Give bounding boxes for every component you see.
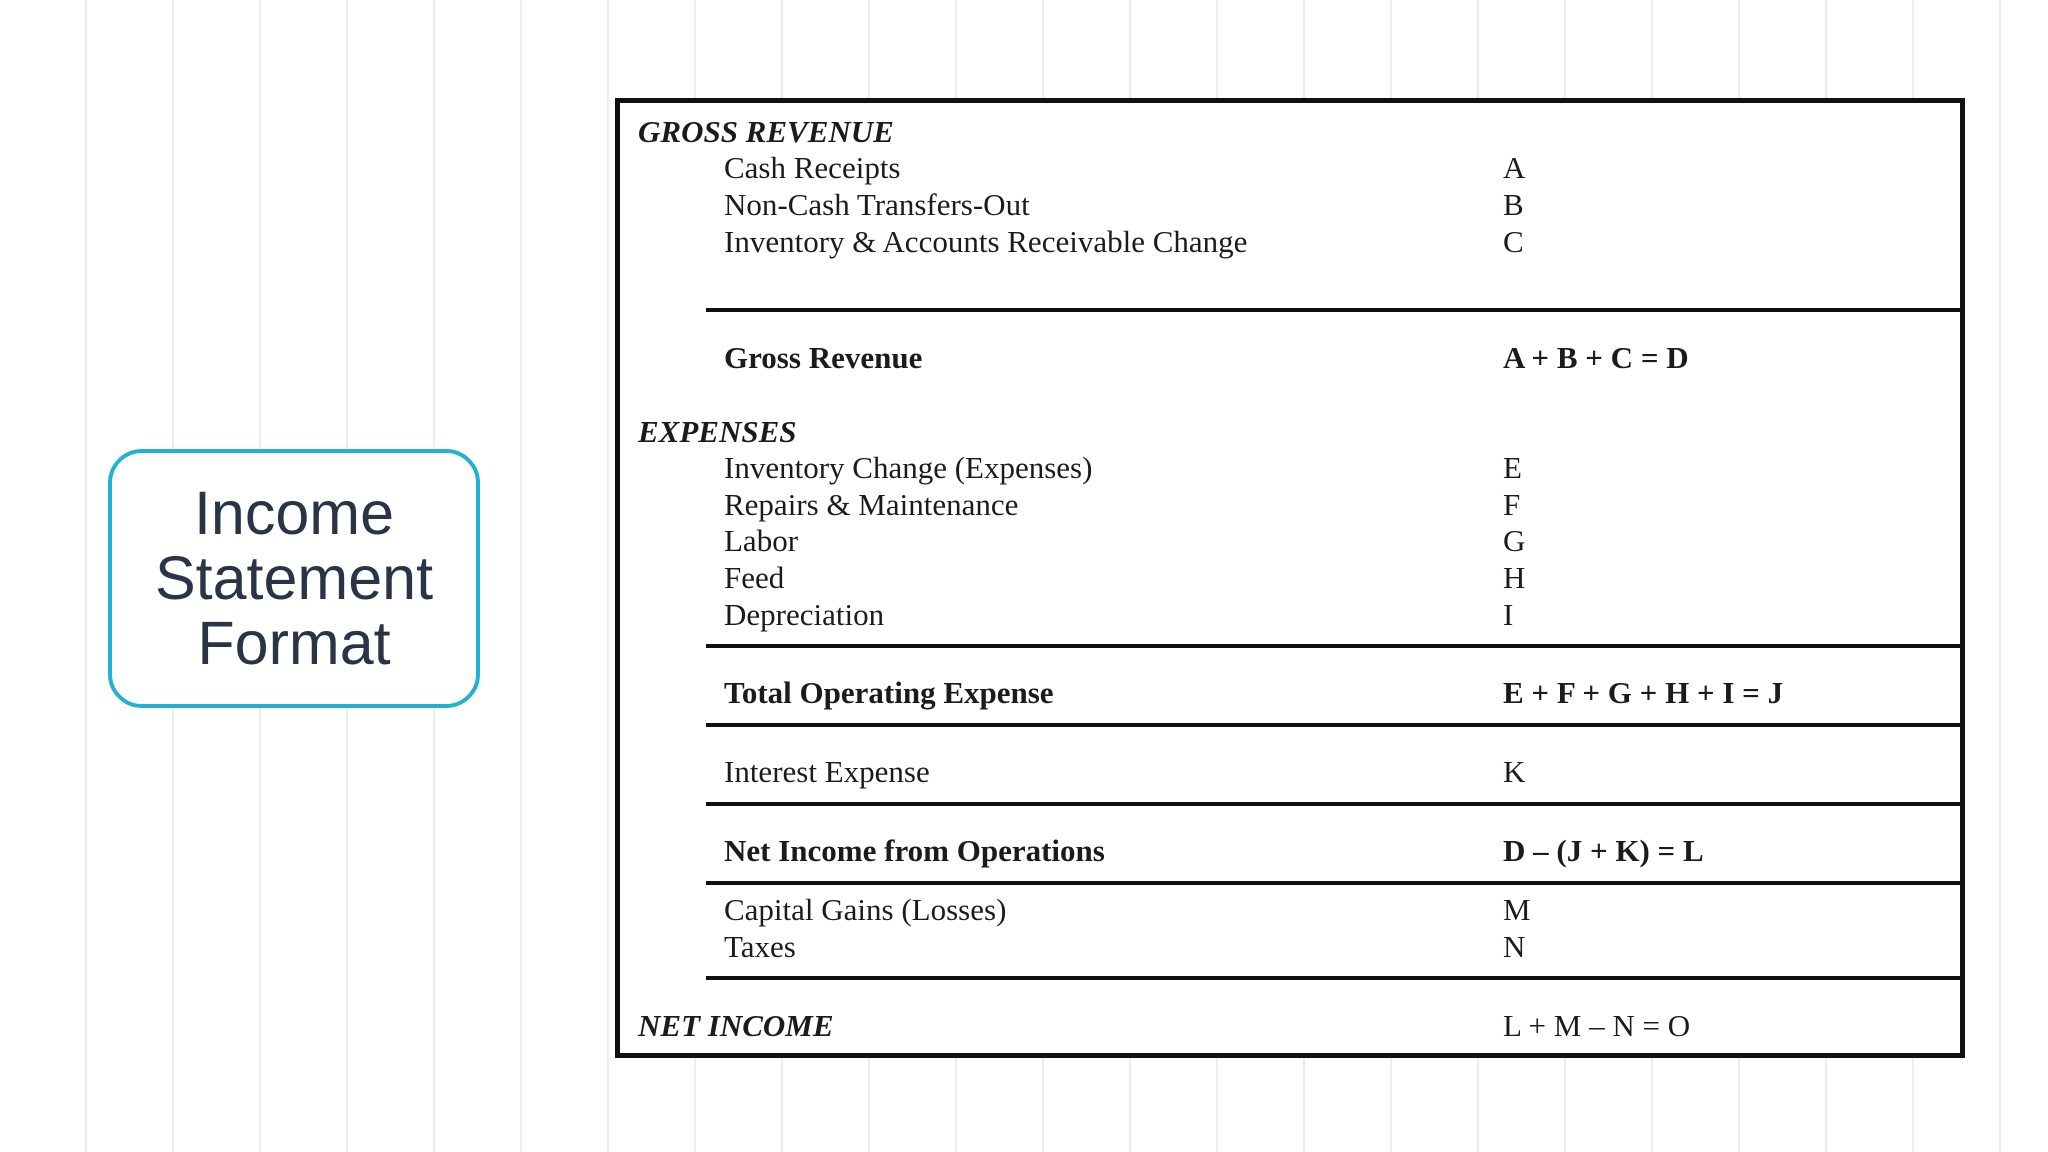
revenue-item-code: A bbox=[1503, 150, 1526, 185]
expense-item-row bbox=[620, 597, 1960, 633]
revenue-item-code: B bbox=[1503, 187, 1524, 222]
divider-rule bbox=[706, 976, 1960, 980]
expense-item-label: Inventory Change (Expenses) bbox=[724, 450, 1093, 485]
revenue-item-label: Inventory & Accounts Receivable Change bbox=[724, 224, 1248, 259]
revenue-item-label: Cash Receipts bbox=[724, 150, 901, 185]
interest-expense-code: K bbox=[1503, 754, 1526, 789]
gross-revenue-heading: GROSS REVENUE bbox=[638, 114, 894, 149]
title-line-2: Statement bbox=[154, 544, 434, 612]
revenue-item-row bbox=[620, 187, 1960, 223]
other-item-label: Taxes bbox=[724, 929, 796, 964]
divider-rule bbox=[706, 644, 1960, 648]
gross-revenue-total-formula: A + B + C = D bbox=[1503, 340, 1689, 375]
expense-item-label: Labor bbox=[724, 523, 799, 558]
expense-item-row bbox=[620, 560, 1960, 596]
net-income-operations-label: Net Income from Operations bbox=[724, 833, 1105, 868]
expense-item-label: Repairs & Maintenance bbox=[724, 487, 1019, 522]
gross-revenue-total-label: Gross Revenue bbox=[724, 340, 923, 375]
expenses-heading: EXPENSES bbox=[638, 414, 797, 449]
net-income-label: NET INCOME bbox=[638, 1008, 834, 1043]
net-income-formula: L + M – N = O bbox=[1503, 1008, 1691, 1043]
interest-expense-label: Interest Expense bbox=[724, 754, 930, 789]
expense-item-label: Depreciation bbox=[724, 597, 885, 632]
total-operating-expense-formula: E + F + G + H + I = J bbox=[1503, 675, 1784, 710]
revenue-item-code: C bbox=[1503, 224, 1524, 259]
revenue-item-label: Non-Cash Transfers-Out bbox=[724, 187, 1030, 222]
other-item-row bbox=[620, 892, 1960, 928]
divider-rule bbox=[706, 802, 1960, 806]
net-income-operations-row bbox=[620, 833, 1960, 869]
divider-rule bbox=[706, 881, 1960, 885]
total-operating-expense-label: Total Operating Expense bbox=[724, 675, 1054, 710]
net-income-row bbox=[620, 1008, 1960, 1044]
gross-revenue-total-row bbox=[620, 340, 1960, 376]
expense-item-code: H bbox=[1503, 560, 1526, 595]
net-income-operations-formula: D – (J + K) = L bbox=[1503, 833, 1704, 868]
other-item-label: Capital Gains (Losses) bbox=[724, 892, 1007, 927]
expense-item-code: G bbox=[1503, 523, 1526, 558]
title-card bbox=[108, 449, 480, 708]
revenue-item-row bbox=[620, 150, 1960, 186]
expense-item-code: E bbox=[1503, 450, 1522, 485]
other-item-code: M bbox=[1503, 892, 1531, 927]
divider-rule bbox=[706, 308, 1960, 312]
expense-item-row bbox=[620, 487, 1960, 523]
income-statement-table bbox=[615, 98, 1965, 1058]
divider-rule bbox=[706, 723, 1960, 727]
expense-item-code: I bbox=[1503, 597, 1514, 632]
title-line-1: Income bbox=[193, 479, 395, 547]
expense-item-code: F bbox=[1503, 487, 1521, 522]
total-operating-expense-row bbox=[620, 675, 1960, 711]
other-item-row bbox=[620, 929, 1960, 965]
title-line-3: Format bbox=[197, 609, 391, 677]
expense-item-label: Feed bbox=[724, 560, 785, 595]
revenue-item-row bbox=[620, 224, 1960, 260]
other-item-code: N bbox=[1503, 929, 1526, 964]
expense-item-row bbox=[620, 523, 1960, 559]
expense-item-row bbox=[620, 450, 1960, 486]
interest-expense-row bbox=[620, 754, 1960, 790]
